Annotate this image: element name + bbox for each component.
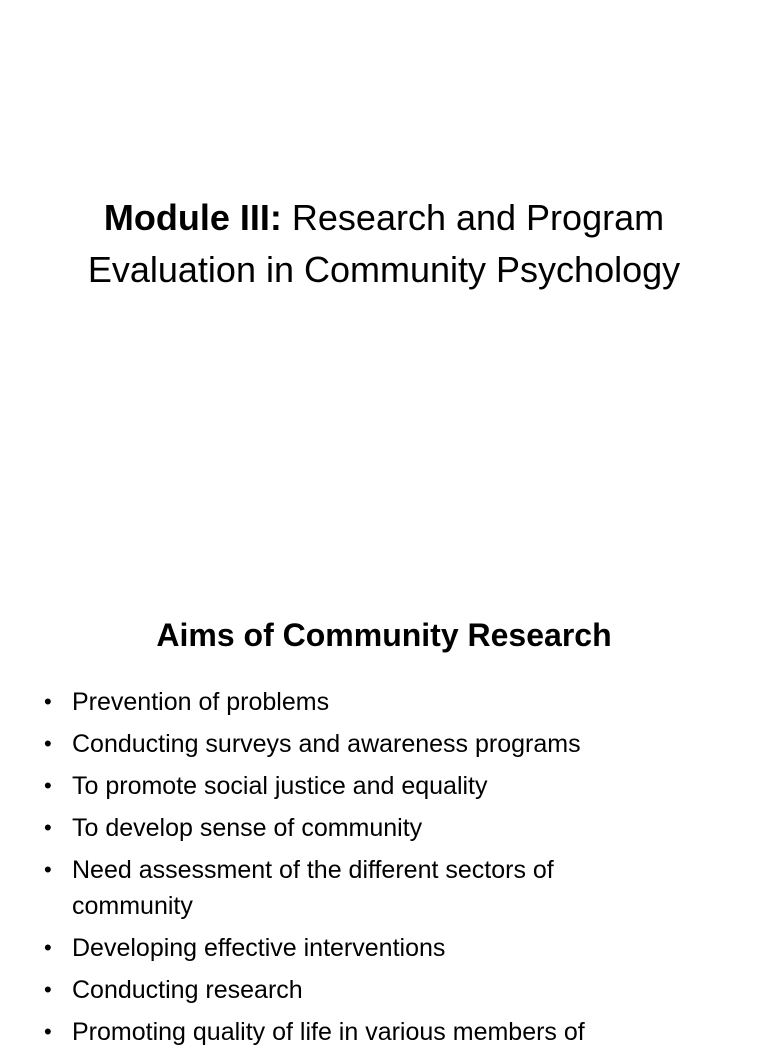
bullet-marker: •: [44, 977, 52, 1002]
bullet-text: Prevention of problems: [72, 688, 330, 716]
content-slide: [0, 576, 768, 1046]
slide-title: [0, 192, 768, 296]
bullet-text: Conducting research: [72, 976, 303, 1004]
bullet-marker: •: [44, 857, 52, 882]
bullet-marker: •: [44, 815, 52, 840]
bullet-text-continuation: community: [72, 892, 193, 920]
list-item: [44, 810, 744, 846]
bullet-marker: •: [44, 731, 52, 756]
bullet-marker: •: [44, 689, 52, 714]
bullet-text: Need assessment of the different sectors of: [72, 856, 554, 884]
list-item: [44, 1014, 744, 1050]
list-item: [44, 684, 744, 720]
bullet-text: To develop sense of community: [72, 814, 423, 842]
title-line-2: Evaluation in Community Psychology: [87, 249, 681, 290]
bullet-list: [44, 684, 744, 1056]
title-line-1: [0, 192, 768, 244]
list-item: [44, 930, 744, 966]
list-item: [44, 726, 744, 762]
bullet-marker: •: [44, 935, 52, 960]
bullet-text: Developing effective interventions: [72, 934, 446, 962]
bullet-marker: •: [44, 1019, 52, 1044]
section-heading: Aims of Community Research: [156, 617, 612, 653]
list-item: [44, 972, 744, 1008]
list-item: [44, 852, 744, 924]
bullet-text: Promoting quality of life in various members of: [72, 1018, 585, 1046]
bullet-text: To promote social justice and equality: [72, 772, 488, 800]
list-item: [44, 768, 744, 804]
title-topic-start: Research and Program: [291, 197, 665, 238]
bullet-text: Conducting surveys and awareness programs: [72, 730, 581, 758]
bullet-marker: •: [44, 773, 52, 798]
title-module-label: Module III:: [103, 197, 282, 238]
